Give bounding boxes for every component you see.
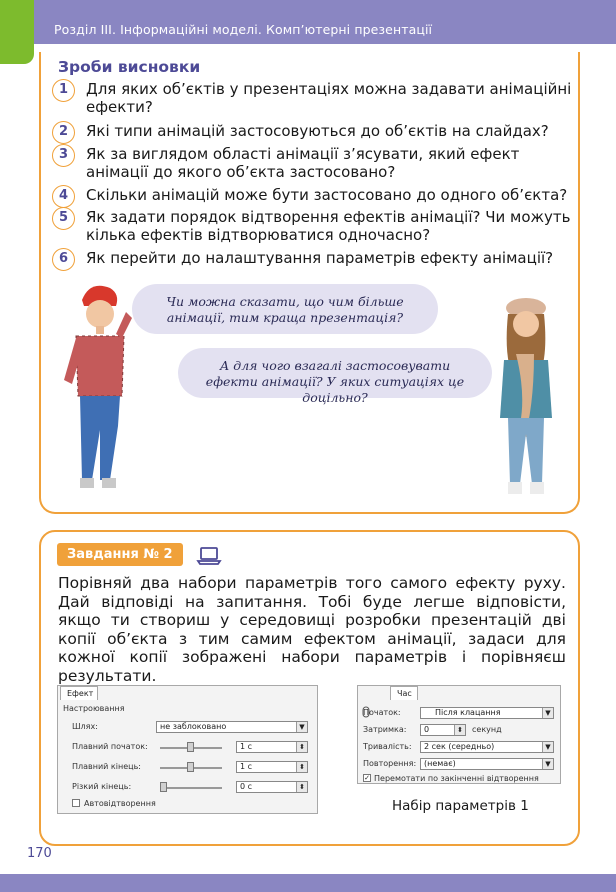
smooth-end-value: 1 с xyxy=(240,762,253,771)
smooth-start-value: 1 с xyxy=(240,742,253,751)
page-number: 170 xyxy=(27,846,52,861)
start-value: Після клацання xyxy=(435,708,501,717)
girl-speech-bubble: А для чого взагалі застосовувати ефекти анімації? У яких ситуаціях це доцільно? xyxy=(178,348,492,398)
laptop-icon xyxy=(196,542,222,568)
path-select[interactable] xyxy=(156,721,308,733)
task-text: Порівняй два набори параметрів того самого ефекту руху. Дай відповіді на запитання. Тобі буде легше відповісти, якщо ти створиш у середовищі розробки презентацій дві копії об’єкта з тим самим ефектом анімації, задаси для кожної копії зображені набори параметрів і порівняєш результати. xyxy=(58,574,566,685)
question-text: Для яких об’єктів у презентаціях можна задавати анімаційні ефекти? xyxy=(86,80,572,116)
question-item xyxy=(52,208,572,244)
question-item xyxy=(52,186,572,204)
smooth-start-slider-thumb[interactable] xyxy=(187,742,194,752)
delay-unit: секунд xyxy=(472,725,502,734)
spinner-icon[interactable]: ⬍ xyxy=(296,742,307,752)
question-text: Як задати порядок відтворення ефектів анімації? Чи можуть кілька ефектів відтворюватися одночасно? xyxy=(86,208,571,244)
question-number: 5 xyxy=(52,207,75,230)
repeat-value: (немає) xyxy=(424,759,456,768)
chapter-tab xyxy=(0,0,34,64)
path-value: не заблоковано xyxy=(160,722,227,731)
autoreverse-checkbox[interactable] xyxy=(72,799,80,807)
chapter-title: Розділ ІІІ. Інформаційні моделі. Комп’ютерні презентації xyxy=(54,22,433,37)
question-item xyxy=(52,80,572,116)
question-number: 2 xyxy=(52,121,75,144)
sharp-end-input[interactable] xyxy=(236,781,308,793)
sharp-end-slider-thumb[interactable] xyxy=(160,782,167,792)
start-label: Початок: xyxy=(363,708,401,717)
mouse-icon xyxy=(361,706,371,718)
conclusions-title: Зроби висновки xyxy=(58,58,201,76)
delay-label: Затримка: xyxy=(363,725,407,734)
question-item xyxy=(52,122,572,140)
question-number: 1 xyxy=(52,79,75,102)
smooth-end-input[interactable] xyxy=(236,761,308,773)
spinner-icon[interactable]: ⬍ xyxy=(296,782,307,792)
tab-timing[interactable]: Час xyxy=(390,686,418,700)
chevron-down-icon[interactable]: ▼ xyxy=(296,722,307,732)
smooth-end-label: Плавний кінець: xyxy=(72,762,141,771)
delay-value: 0 xyxy=(424,725,430,734)
chevron-down-icon[interactable]: ▼ xyxy=(542,708,553,718)
path-label: Шлях: xyxy=(72,722,98,731)
sharp-end-value: 0 с xyxy=(240,782,253,791)
question-text: Як за виглядом області анімації з’ясувати, який ефект анімації до якого об’єкта застосовано? xyxy=(86,145,520,181)
boy-illustration xyxy=(60,280,140,500)
delay-input[interactable] xyxy=(420,724,466,736)
footer-bar xyxy=(0,874,616,892)
question-item xyxy=(52,249,572,267)
duration-select[interactable] xyxy=(420,741,554,753)
smooth-start-label: Плавний початок: xyxy=(72,742,148,751)
figure-caption: Набір параметрів 1 xyxy=(392,798,529,814)
girl-illustration xyxy=(486,294,566,504)
timing-settings-panel xyxy=(357,685,561,784)
question-text: Як перейти до налаштування параметрів ефекту анімації? xyxy=(86,249,554,267)
settings-group-label: Настроювання xyxy=(63,704,125,713)
repeat-label: Повторення: xyxy=(363,759,417,768)
question-text: Які типи анімацій застосовуються до об’єктів на слайдах? xyxy=(86,122,549,140)
question-item xyxy=(52,145,572,181)
question-text: Скільки анімацій може бути застосовано до одного об’єкта? xyxy=(86,186,568,204)
smooth-end-slider-thumb[interactable] xyxy=(187,762,194,772)
sharp-end-slider-track[interactable] xyxy=(160,787,222,789)
question-number: 4 xyxy=(52,185,75,208)
tab-effect[interactable]: Ефект xyxy=(60,686,98,700)
duration-label: Тривалість: xyxy=(363,742,412,751)
sharp-end-label: Різкий кінець: xyxy=(72,782,132,791)
question-number: 3 xyxy=(52,144,75,167)
rewind-checkbox[interactable]: ✓ xyxy=(364,774,370,782)
smooth-start-input[interactable] xyxy=(236,741,308,753)
start-select[interactable] xyxy=(420,707,554,719)
spinner-icon[interactable]: ⬍ xyxy=(454,725,465,735)
question-number: 6 xyxy=(52,248,75,271)
effect-settings-panel xyxy=(57,685,318,814)
boy-speech-bubble: Чи можна сказати, що чим більше анімації, тим краща презентація? xyxy=(132,284,438,334)
task-label: Завдання № 2 xyxy=(57,543,183,566)
chevron-down-icon[interactable]: ▼ xyxy=(542,759,553,769)
autoreverse-label: Автовідтворення xyxy=(84,799,156,808)
chevron-down-icon[interactable]: ▼ xyxy=(542,742,553,752)
spinner-icon[interactable]: ⬍ xyxy=(296,762,307,772)
rewind-label: Перемотати по закінченні відтворення xyxy=(374,774,539,783)
repeat-select[interactable] xyxy=(420,758,554,770)
duration-value: 2 сек (середньо) xyxy=(424,742,495,751)
